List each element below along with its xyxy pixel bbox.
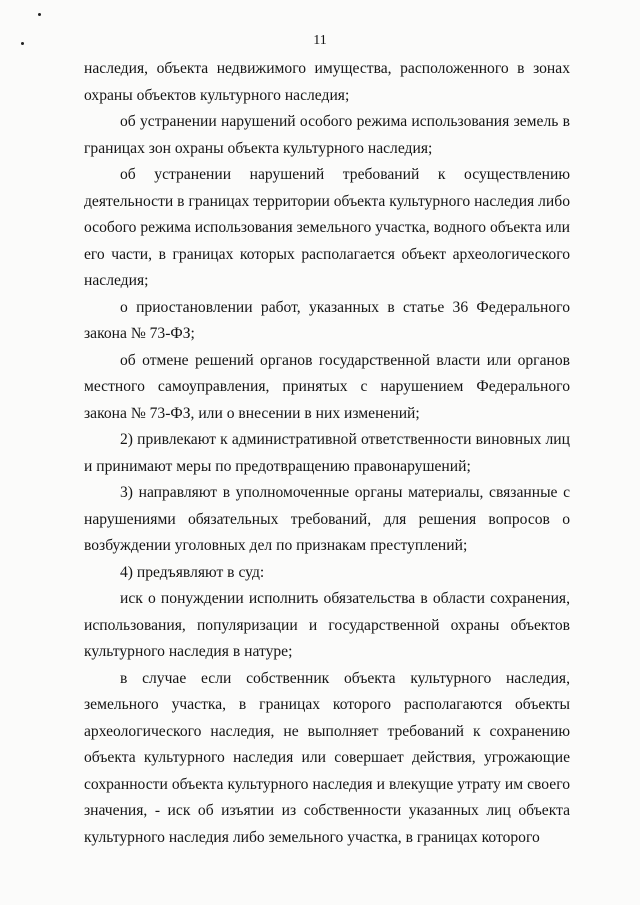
scan-speck bbox=[38, 13, 41, 16]
paragraph: об устранении нарушений требований к осуществлению деятельности в границах территории объекта культурного наследия либо особого режима использования земельного участка, водного объекта или его части, в границах которых располагается объект археологического наследия; bbox=[84, 166, 570, 289]
paragraph: 4) предъявляют в суд: bbox=[120, 563, 265, 581]
paragraph: в случае если собственник объекта культурного наследия, земельного участка, в границах которого располагаются объекты археологического наследия, не выполняет требований к сохранению объекта культурного наследия или совершает действия, угрожающие сохранности объекта культурного наследия и влекущие утрату им своего значения, - иск об изъятии из собственности указанных лиц объекта культурного наследия либо земельного участка, в границах которого bbox=[84, 669, 570, 846]
body-text bbox=[84, 56, 570, 851]
page-number: 11 bbox=[313, 33, 327, 48]
paragraph: 3) направляют в уполномоченные органы материалы, связанные с нарушениями обязательных требований, для решения вопросов о возбуждении уголовных дел по признакам преступлений; bbox=[84, 484, 570, 554]
paragraph: наследия, объекта недвижимого имущества, расположенного в зонах охраны объектов культурного наследия; bbox=[84, 60, 570, 104]
paragraph: о приостановлении работ, указанных в статье 36 Федерального закона № 73-ФЗ; bbox=[84, 298, 570, 342]
paragraph: иск о понуждении исполнить обязательства в области сохранения, использования, популяризации и государственной охраны объектов культурного наследия в натуре; bbox=[84, 590, 570, 660]
paragraph: об отмене решений органов государственной власти или органов местного самоуправления, принятых с нарушением Федерального закона № 73-ФЗ, или о внесении в них изменений; bbox=[84, 351, 570, 422]
paragraph: 2) привлекают к административной ответственности виновных лиц и принимают меры по предотвращению правонарушений; bbox=[84, 431, 570, 475]
paragraph: об устранении нарушений особого режима использования земель в границах зон охраны объекта культурного наследия; bbox=[84, 113, 570, 157]
